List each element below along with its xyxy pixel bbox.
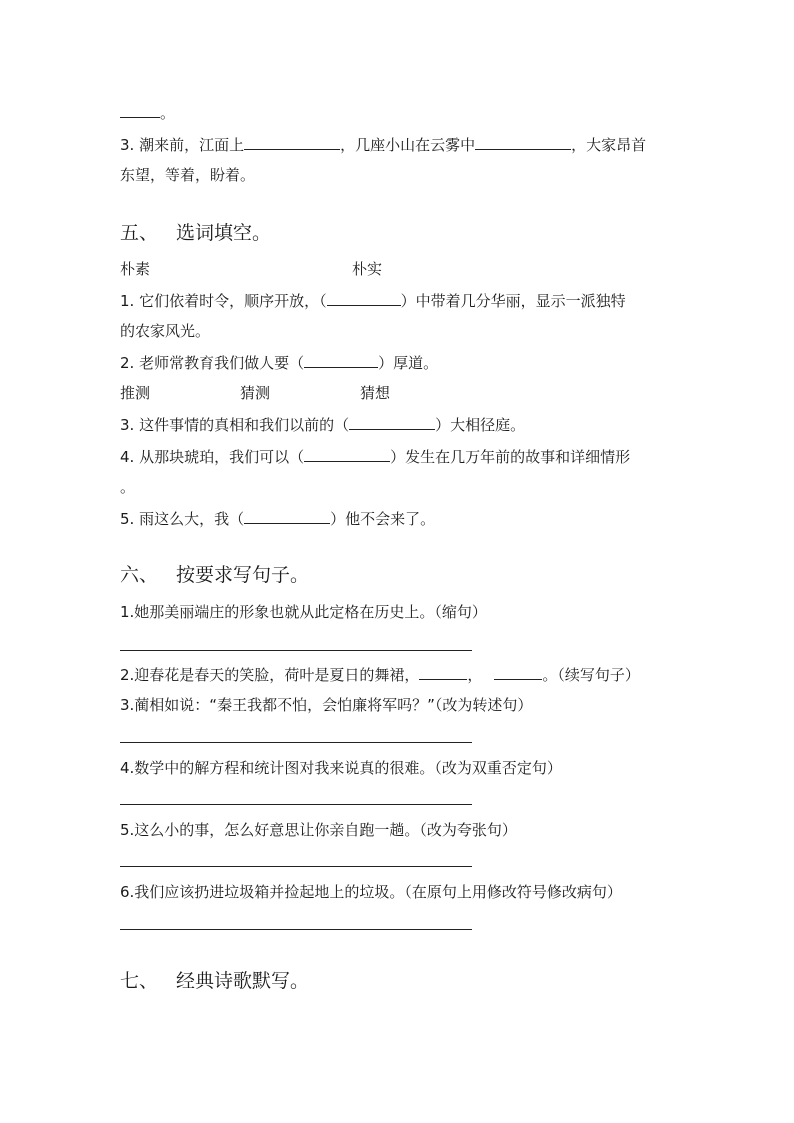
section-6-heading: 六、 按要求写句子。 bbox=[120, 564, 310, 586]
answer-line[interactable] bbox=[120, 929, 472, 930]
fill-blank[interactable] bbox=[120, 101, 160, 118]
question-5-1-continuation: 的农家风光。 bbox=[120, 322, 211, 340]
question-6-1: 1.她那美丽端庄的形象也就从此定格在历史上。（缩句） bbox=[120, 603, 487, 621]
answer-line[interactable] bbox=[120, 804, 472, 805]
fill-blank[interactable] bbox=[494, 663, 542, 680]
prev-question-tail: 。 bbox=[120, 101, 175, 124]
fill-blank[interactable] bbox=[419, 663, 467, 680]
question-5-1: 1. 它们依着时令，顺序开放，（ ）中带着几分华丽，显示一派独特 bbox=[120, 289, 626, 312]
question-4-3: 3. 潮来前，江面上 ，几座小山在云雾中 ，大家昂首 bbox=[120, 133, 646, 156]
word-option: 推测 bbox=[120, 384, 151, 402]
question-6-6: 6.我们应该扔进垃圾箱并捡起地上的垃圾。（在原句上用修改符号修改病句） bbox=[120, 883, 622, 901]
question-4-3-continuation: 东望，等着，盼着。 bbox=[120, 166, 256, 184]
fill-blank[interactable] bbox=[244, 133, 340, 150]
answer-line[interactable] bbox=[120, 650, 472, 651]
question-5-3: 3. 这件事情的真相和我们以前的（ ）大相径庭。 bbox=[120, 413, 525, 436]
word-option: 猜测 bbox=[240, 384, 271, 402]
question-5-4: 4. 从那块琥珀，我们可以（ ）发生在几万年前的故事和详细情形 bbox=[120, 445, 630, 468]
fill-blank[interactable] bbox=[304, 351, 378, 368]
fill-blank[interactable] bbox=[327, 289, 401, 306]
word-option: 朴实 bbox=[352, 260, 383, 278]
answer-line[interactable] bbox=[120, 742, 472, 743]
question-5-4-continuation: 。 bbox=[120, 478, 136, 496]
question-5-5: 5. 雨这么大，我（ ）他不会来了。 bbox=[120, 507, 435, 530]
word-option: 朴素 bbox=[120, 260, 151, 278]
fill-blank[interactable] bbox=[304, 445, 390, 462]
answer-line[interactable] bbox=[120, 866, 472, 867]
question-5-2: 2. 老师常教育我们做人要（ ）厚道。 bbox=[120, 351, 438, 374]
word-option: 猜想 bbox=[360, 384, 391, 402]
section-5-heading: 五、 选词填空。 bbox=[120, 222, 272, 244]
fill-blank[interactable] bbox=[244, 507, 330, 524]
fill-blank[interactable] bbox=[349, 413, 435, 430]
question-6-4: 4.数学中的解方程和统计图对我来说真的很难。（改为双重否定句） bbox=[120, 759, 562, 777]
fill-blank[interactable] bbox=[475, 133, 571, 150]
question-6-2: 2.迎春花是春天的笑脸，荷叶是夏日的舞裙， ， 。（续写句子） bbox=[120, 663, 640, 686]
section-7-heading: 七、 经典诗歌默写。 bbox=[120, 970, 310, 992]
question-6-3: 3.蔺相如说：“秦王我都不怕，会怕廉将军吗？”（改为转述句） bbox=[120, 696, 533, 714]
question-6-5: 5.这么小的事，怎么好意思让你亲自跑一趟。（改为夸张句） bbox=[120, 821, 517, 839]
